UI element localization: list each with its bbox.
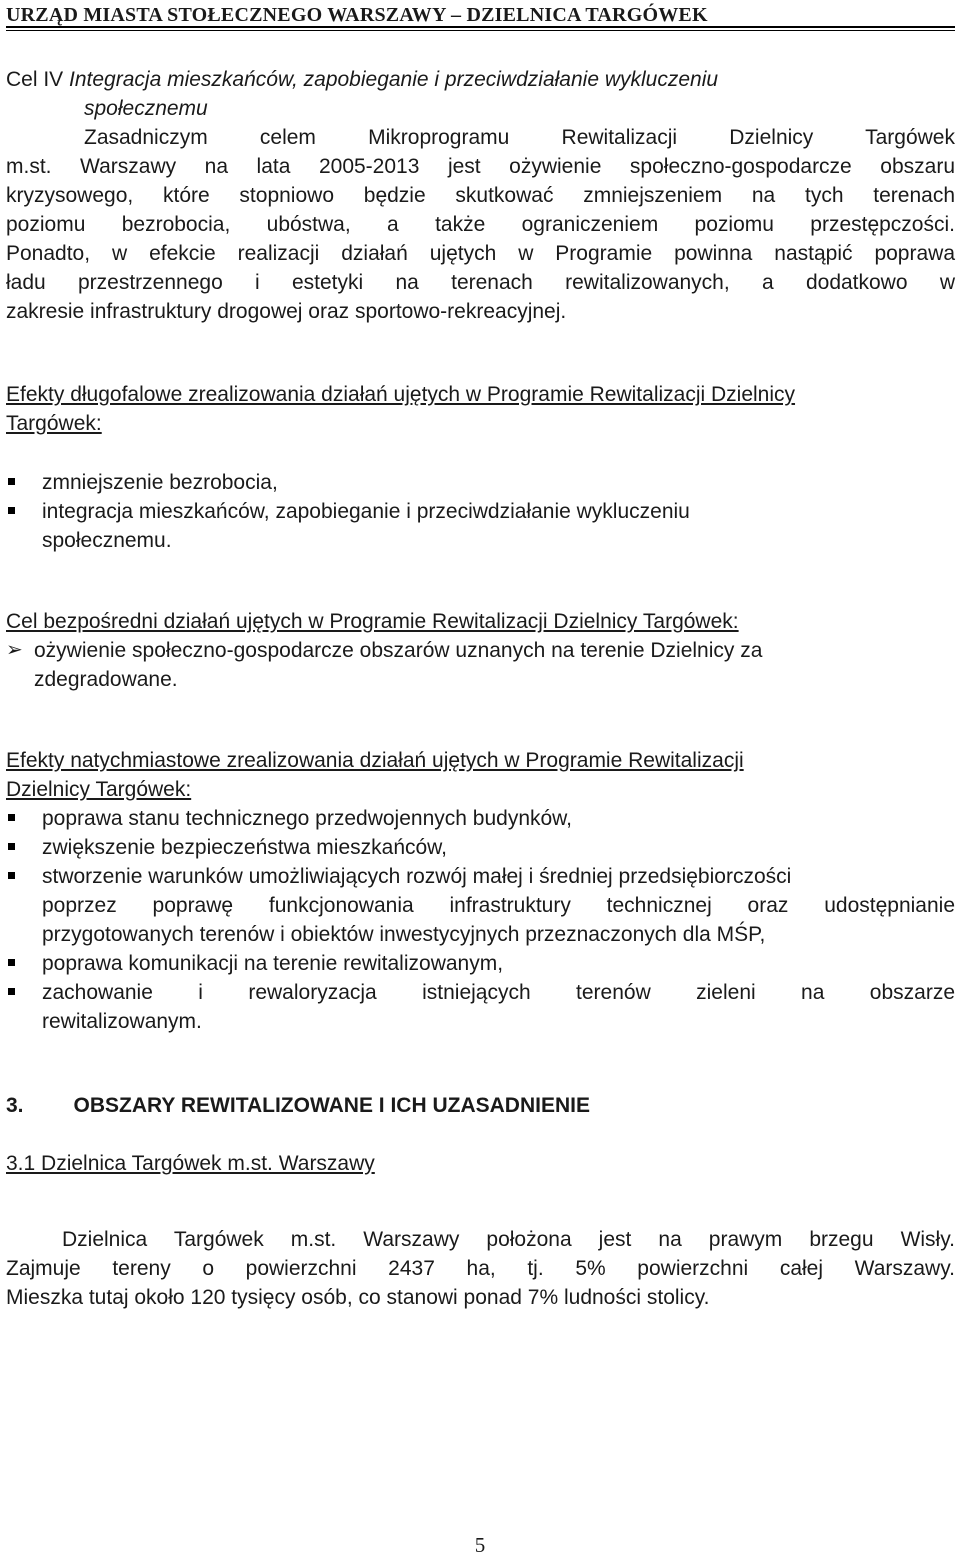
- goal-title-2: społecznemu: [84, 97, 208, 120]
- para1-line-6: ładu przestrzennego i estetyki na terenach rewitalizowanych, a dodatkowo w: [6, 271, 955, 294]
- list-item: poprawa stanu technicznego przedwojennych budynków,: [6, 804, 955, 833]
- section-3-heading: [6, 1091, 955, 1120]
- header-rule: [6, 30, 955, 31]
- page-number: 5: [474, 1533, 486, 1557]
- longterm-heading-2: Targówek:: [6, 412, 102, 435]
- arrow-bullet-icon: ➢: [6, 639, 23, 661]
- goal-line-1: [6, 65, 955, 94]
- list-item-continuation: przygotowanych terenów i obiektów inwestycyjnych przeznaczonych dla MŚP,: [42, 923, 766, 946]
- immediate-heading-2: Dzielnicy Targówek:: [6, 778, 192, 801]
- immediate-list: [6, 804, 955, 1036]
- section-3-number: 3.: [6, 1094, 24, 1117]
- longterm-list: [6, 468, 955, 555]
- goal-block: [6, 65, 955, 123]
- list-item: stworzenie warunków umożliwiających rozwój małej i średniej przedsiębiorczości: [6, 862, 955, 891]
- document-page: [6, 0, 955, 1312]
- para2-line-1: Dzielnica Targówek m.st. Warszawy położona jest na prawym brzegu Wisły.: [62, 1228, 955, 1251]
- para1-line-7: zakresie infrastruktury drogowej oraz sportowo-rekreacyjnej.: [6, 300, 567, 323]
- list-item: zwiększenie bezpieczeństwa mieszkańców,: [6, 833, 955, 862]
- square-bullet-icon: [8, 843, 15, 850]
- direct-goal-block: [6, 607, 955, 694]
- list-item-continuation: rewitalizowanym.: [42, 1010, 202, 1033]
- para1-line-4: poziomu bezrobocia, ubóstwa, a także ograniczeniem poziomu przestępczości.: [6, 213, 955, 236]
- para1-line-1: Zasadniczym celem Mikroprogramu Rewitalizacji Dzielnicy Targówek: [84, 126, 955, 149]
- para1-line-2: m.st. Warszawy na lata 2005-2013 jest ożywienie społeczno-gospodarcze obszaru: [6, 155, 955, 178]
- list-item: poprawa komunikacji na terenie rewitalizowanym,: [6, 949, 955, 978]
- para2-line-2: Zajmuje tereny o powierzchni 2437 ha, tj. 5% powierzchni całej Warszawy.: [6, 1257, 955, 1280]
- paragraph-district: [6, 1225, 955, 1312]
- immediate-heading: [6, 746, 955, 804]
- paragraph-main-goal: [6, 123, 955, 326]
- direct-goal-heading: Cel bezpośredni działań ujętych w Programie Rewitalizacji Dzielnicy Targówek:: [6, 610, 739, 633]
- square-bullet-icon: [8, 872, 15, 879]
- para2-line-3: Mieszka tutaj około 120 tysięcy osób, co stanowi ponad 7% ludności stolicy.: [6, 1286, 710, 1309]
- square-bullet-icon: [8, 988, 15, 995]
- list-item: zachowanie i rewaloryzacja istniejących terenów zieleni na obszarze: [6, 978, 955, 1007]
- para1-line-3: kryzysowego, które stopniowo będzie skutkować zmniejszeniem na tych terenach: [6, 184, 955, 207]
- para1-line-5: Ponadto, w efekcie realizacji działań ujętych w Programie powinna nastąpić poprawa: [6, 242, 955, 265]
- list-item: ➢ ożywienie społeczno-gospodarcze obszarów uznanych na terenie Dzielnicy za: [6, 636, 955, 665]
- section-3-1-heading: 3.1 Dzielnica Targówek m.st. Warszawy: [6, 1152, 375, 1175]
- square-bullet-icon: [8, 478, 15, 485]
- immediate-heading-1: Efekty natychmiastowe zrealizowania działań ujętych w Programie Rewitalizacji: [6, 749, 744, 772]
- list-item: integracja mieszkańców, zapobieganie i przeciwdziałanie wykluczeniu: [6, 497, 955, 526]
- list-item-continuation: społecznemu.: [42, 529, 172, 552]
- square-bullet-icon: [8, 814, 15, 821]
- list-item-continuation: zdegradowane.: [34, 668, 178, 691]
- square-bullet-icon: [8, 959, 15, 966]
- section-3-title: OBSZARY REWITALIZOWANE I ICH UZASADNIENIE: [73, 1094, 590, 1117]
- goal-label: Cel IV: [6, 68, 64, 91]
- list-item: zmniejszenie bezrobocia,: [6, 468, 955, 497]
- square-bullet-icon: [8, 507, 15, 514]
- goal-title-1: Integracja mieszkańców, zapobieganie i przeciwdziałanie wykluczeniu: [69, 68, 719, 91]
- page-header: URZĄD MIASTA STOŁECZNEGO WARSZAWY – DZIELNICA TARGÓWEK: [6, 0, 955, 28]
- longterm-heading: [6, 380, 955, 438]
- longterm-heading-1: Efekty długofalowe zrealizowania działań ujętych w Programie Rewitalizacji Dzielnicy: [6, 383, 796, 406]
- list-item-continuation: poprzez poprawę funkcjonowania infrastruktury technicznej oraz udostępnianie: [42, 894, 955, 917]
